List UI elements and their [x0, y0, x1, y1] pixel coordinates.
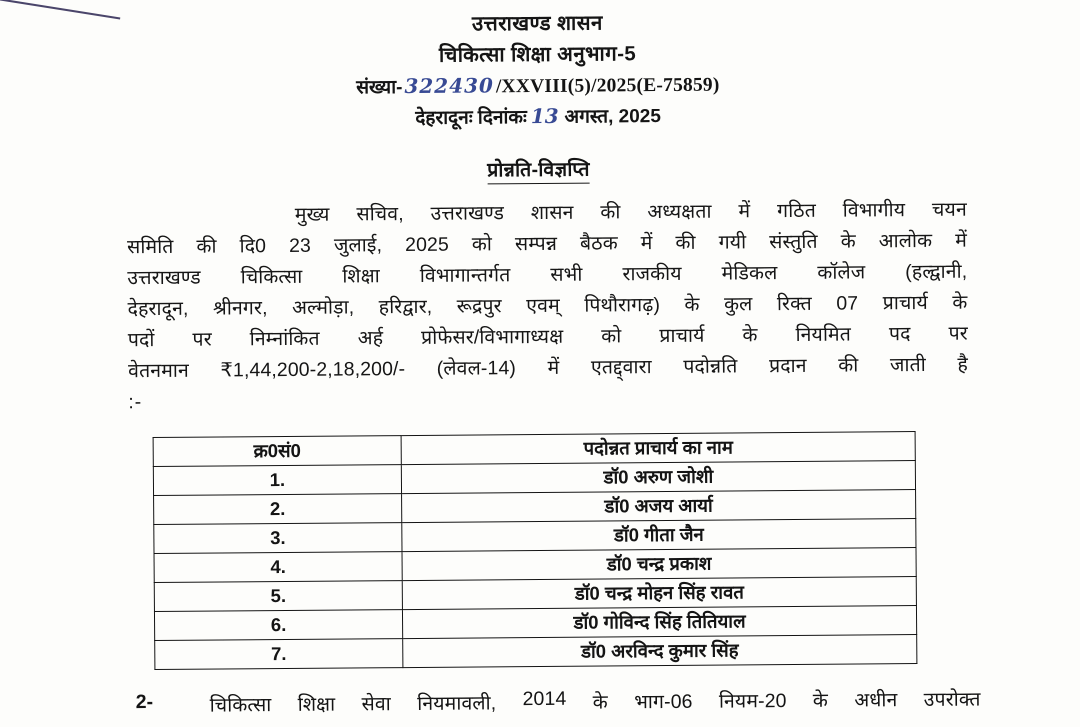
body-word: अल्मोड़ा, — [291, 296, 355, 319]
body-word: गठित — [777, 199, 816, 223]
body-word: को — [471, 233, 493, 256]
clause-word: सेवा — [361, 693, 391, 716]
promoted-principals-table — [153, 431, 918, 670]
body-word: (हल्द्वानी, — [905, 260, 968, 284]
body-word: उत्तराखण्ड — [127, 266, 201, 290]
body-word: में — [547, 356, 560, 379]
body-word: 2025 — [404, 233, 449, 257]
body-word: के — [684, 293, 700, 316]
body-word: श्रीनगर, — [212, 297, 268, 320]
body-word: है — [957, 353, 969, 376]
footer-clause — [136, 685, 981, 719]
table-cell-serial-number: 5. — [154, 581, 402, 612]
body-word: :- — [128, 391, 143, 414]
body-word: में — [955, 229, 968, 252]
body-word: प्रोफेसर/विभागाध्यक्ष — [420, 325, 564, 349]
document-title: प्रोन्नति-विज्ञप्ति — [487, 155, 590, 185]
body-word: निम्नांकित — [249, 327, 320, 351]
body-word: सचिव, — [356, 203, 404, 226]
body-word: चिकित्सा — [240, 265, 303, 289]
body-word: हरिद्वार, — [378, 295, 433, 319]
body-word: पदों — [127, 329, 155, 352]
table-cell-principal-name: डॉ0 चन्द्र प्रकाश — [402, 548, 916, 581]
body-word: कॉलेज — [817, 261, 866, 284]
body-word: नियमित — [795, 323, 852, 346]
body-word: की — [600, 201, 621, 224]
reference-number-line — [0, 71, 1078, 101]
table-cell-serial-number: 2. — [154, 494, 402, 525]
body-word: दि0 — [239, 235, 267, 258]
body-word: 23 — [288, 234, 312, 257]
table-cell-principal-name: डॉ0 अरविन्द कुमार सिंह — [403, 635, 917, 668]
body-word: के — [742, 324, 758, 347]
handwritten-reference-number: 322430 — [404, 73, 494, 99]
body-word: पदोन्नति — [683, 355, 738, 378]
body-word: के — [840, 230, 856, 253]
body-word: जाती — [889, 353, 926, 377]
dateline — [0, 101, 1078, 130]
body-word: प्राचार्य — [882, 291, 928, 315]
body-word: 07 — [836, 292, 859, 315]
body-word: शासन — [530, 201, 574, 225]
body-word: की — [838, 354, 859, 377]
body-word: रूद्रपुर — [456, 295, 502, 318]
body-word: वेतनमान — [127, 359, 189, 383]
table-cell-serial-number: 6. — [154, 610, 402, 641]
body-word: चयन — [931, 198, 967, 221]
column-header-serial-number: क्र0सं0 — [153, 436, 401, 467]
table-cell-principal-name: डॉ0 अरुण जोशी — [401, 461, 915, 494]
body-word: की — [196, 235, 217, 258]
table-row — [155, 635, 917, 670]
letterhead — [0, 10, 1078, 140]
dateline-place: देहरादूनः दिनांकः — [415, 106, 527, 129]
body-word: प्रदान — [768, 354, 807, 378]
body-word: बैठक — [579, 232, 618, 255]
reference-prefix: संख्या- — [356, 77, 403, 99]
body-word: संस्तुति — [769, 230, 818, 254]
body-word: (लेवल-14) — [436, 357, 517, 380]
table-cell-serial-number: 7. — [155, 639, 403, 670]
document-title-container — [0, 151, 1079, 188]
dateline-month-year: अगस्त, 2025 — [564, 105, 661, 128]
handwritten-date-day: 13 — [530, 103, 559, 128]
body-word: में — [738, 200, 751, 223]
clause-word: के — [592, 691, 608, 714]
body-word: समिति — [127, 235, 174, 259]
body-word: राजकीय — [622, 262, 682, 286]
body-word: रिक्त — [776, 292, 812, 316]
government-name: उत्तराखण्ड शासन — [471, 11, 603, 36]
body-word: ₹1,44,200-2,18,200/- — [220, 358, 406, 382]
table-cell-principal-name: डॉ0 चन्द्र मोहन सिंह रावत — [402, 577, 916, 610]
body-word: जुलाई, — [333, 234, 383, 257]
clause-word: शिक्षा — [297, 693, 336, 716]
clause-word: 2014 — [522, 687, 567, 711]
body-word: पर — [192, 328, 212, 351]
body-word: एतद्द्वारा — [590, 356, 652, 379]
body-paragraph — [127, 195, 969, 419]
body-word: प्राचार्य — [659, 324, 705, 348]
table-cell-principal-name: डॉ0 गीता जैन — [402, 519, 916, 552]
body-word: विभागान्तर्गत — [419, 264, 511, 287]
clause-word: के — [812, 689, 829, 712]
table-body — [153, 461, 917, 670]
body-word: विभागीय — [842, 199, 906, 222]
clause-word: नियम-20 — [718, 690, 787, 713]
reference-suffix: /XXVIII(5)/2025(E-75859) — [495, 74, 720, 98]
department-section-name: चिकित्सा शिक्षा अनुभाग-5 — [438, 41, 637, 67]
table-cell-serial-number: 4. — [154, 552, 402, 583]
clause-word: अधीन — [854, 689, 898, 712]
body-word: कुल — [723, 293, 753, 316]
body-word: अर्ह — [357, 327, 384, 350]
body-word: की — [675, 231, 696, 254]
clause-word: भाग-06 — [634, 690, 693, 714]
clause-word: नियमावली, — [417, 692, 497, 715]
body-word: को — [601, 325, 622, 348]
table-cell-serial-number: 1. — [153, 465, 401, 496]
body-word: सम्पन्न — [514, 232, 558, 256]
clause-word: उपरोक्त — [923, 688, 981, 711]
body-word: उत्तराखण्ड — [430, 202, 505, 225]
body-word: देहरादून, — [127, 297, 189, 321]
clause-text — [210, 685, 981, 718]
clause-number: 2- — [135, 691, 154, 714]
body-word: पिथौरागढ़) — [584, 294, 661, 317]
body-line-colon-dash — [128, 381, 968, 419]
table-cell-principal-name: डॉ0 अजय आर्या — [402, 490, 916, 523]
body-word: पद — [888, 323, 911, 346]
column-header-promoted-principal-name: पदोन्नत प्राचार्य का नाम — [401, 432, 915, 465]
body-word: अध्यक्षता — [647, 200, 712, 224]
clause-word: चिकित्सा — [209, 694, 272, 717]
body-word: सभी — [550, 263, 583, 286]
body-word: में — [640, 232, 653, 255]
body-word: आलोक — [878, 229, 933, 253]
table-cell-serial-number: 3. — [154, 523, 402, 554]
body-word: के — [952, 291, 968, 314]
body-word: एवम् — [526, 294, 560, 318]
body-word: मुख्य — [294, 203, 330, 226]
table-cell-principal-name: डॉ0 गोविन्द सिंह तितियाल — [402, 606, 916, 639]
body-word: पर — [948, 322, 968, 345]
body-word: मेडिकल — [721, 262, 778, 285]
body-word: शिक्षा — [342, 265, 380, 288]
body-line — [128, 350, 968, 388]
body-word: गयी — [718, 231, 747, 254]
